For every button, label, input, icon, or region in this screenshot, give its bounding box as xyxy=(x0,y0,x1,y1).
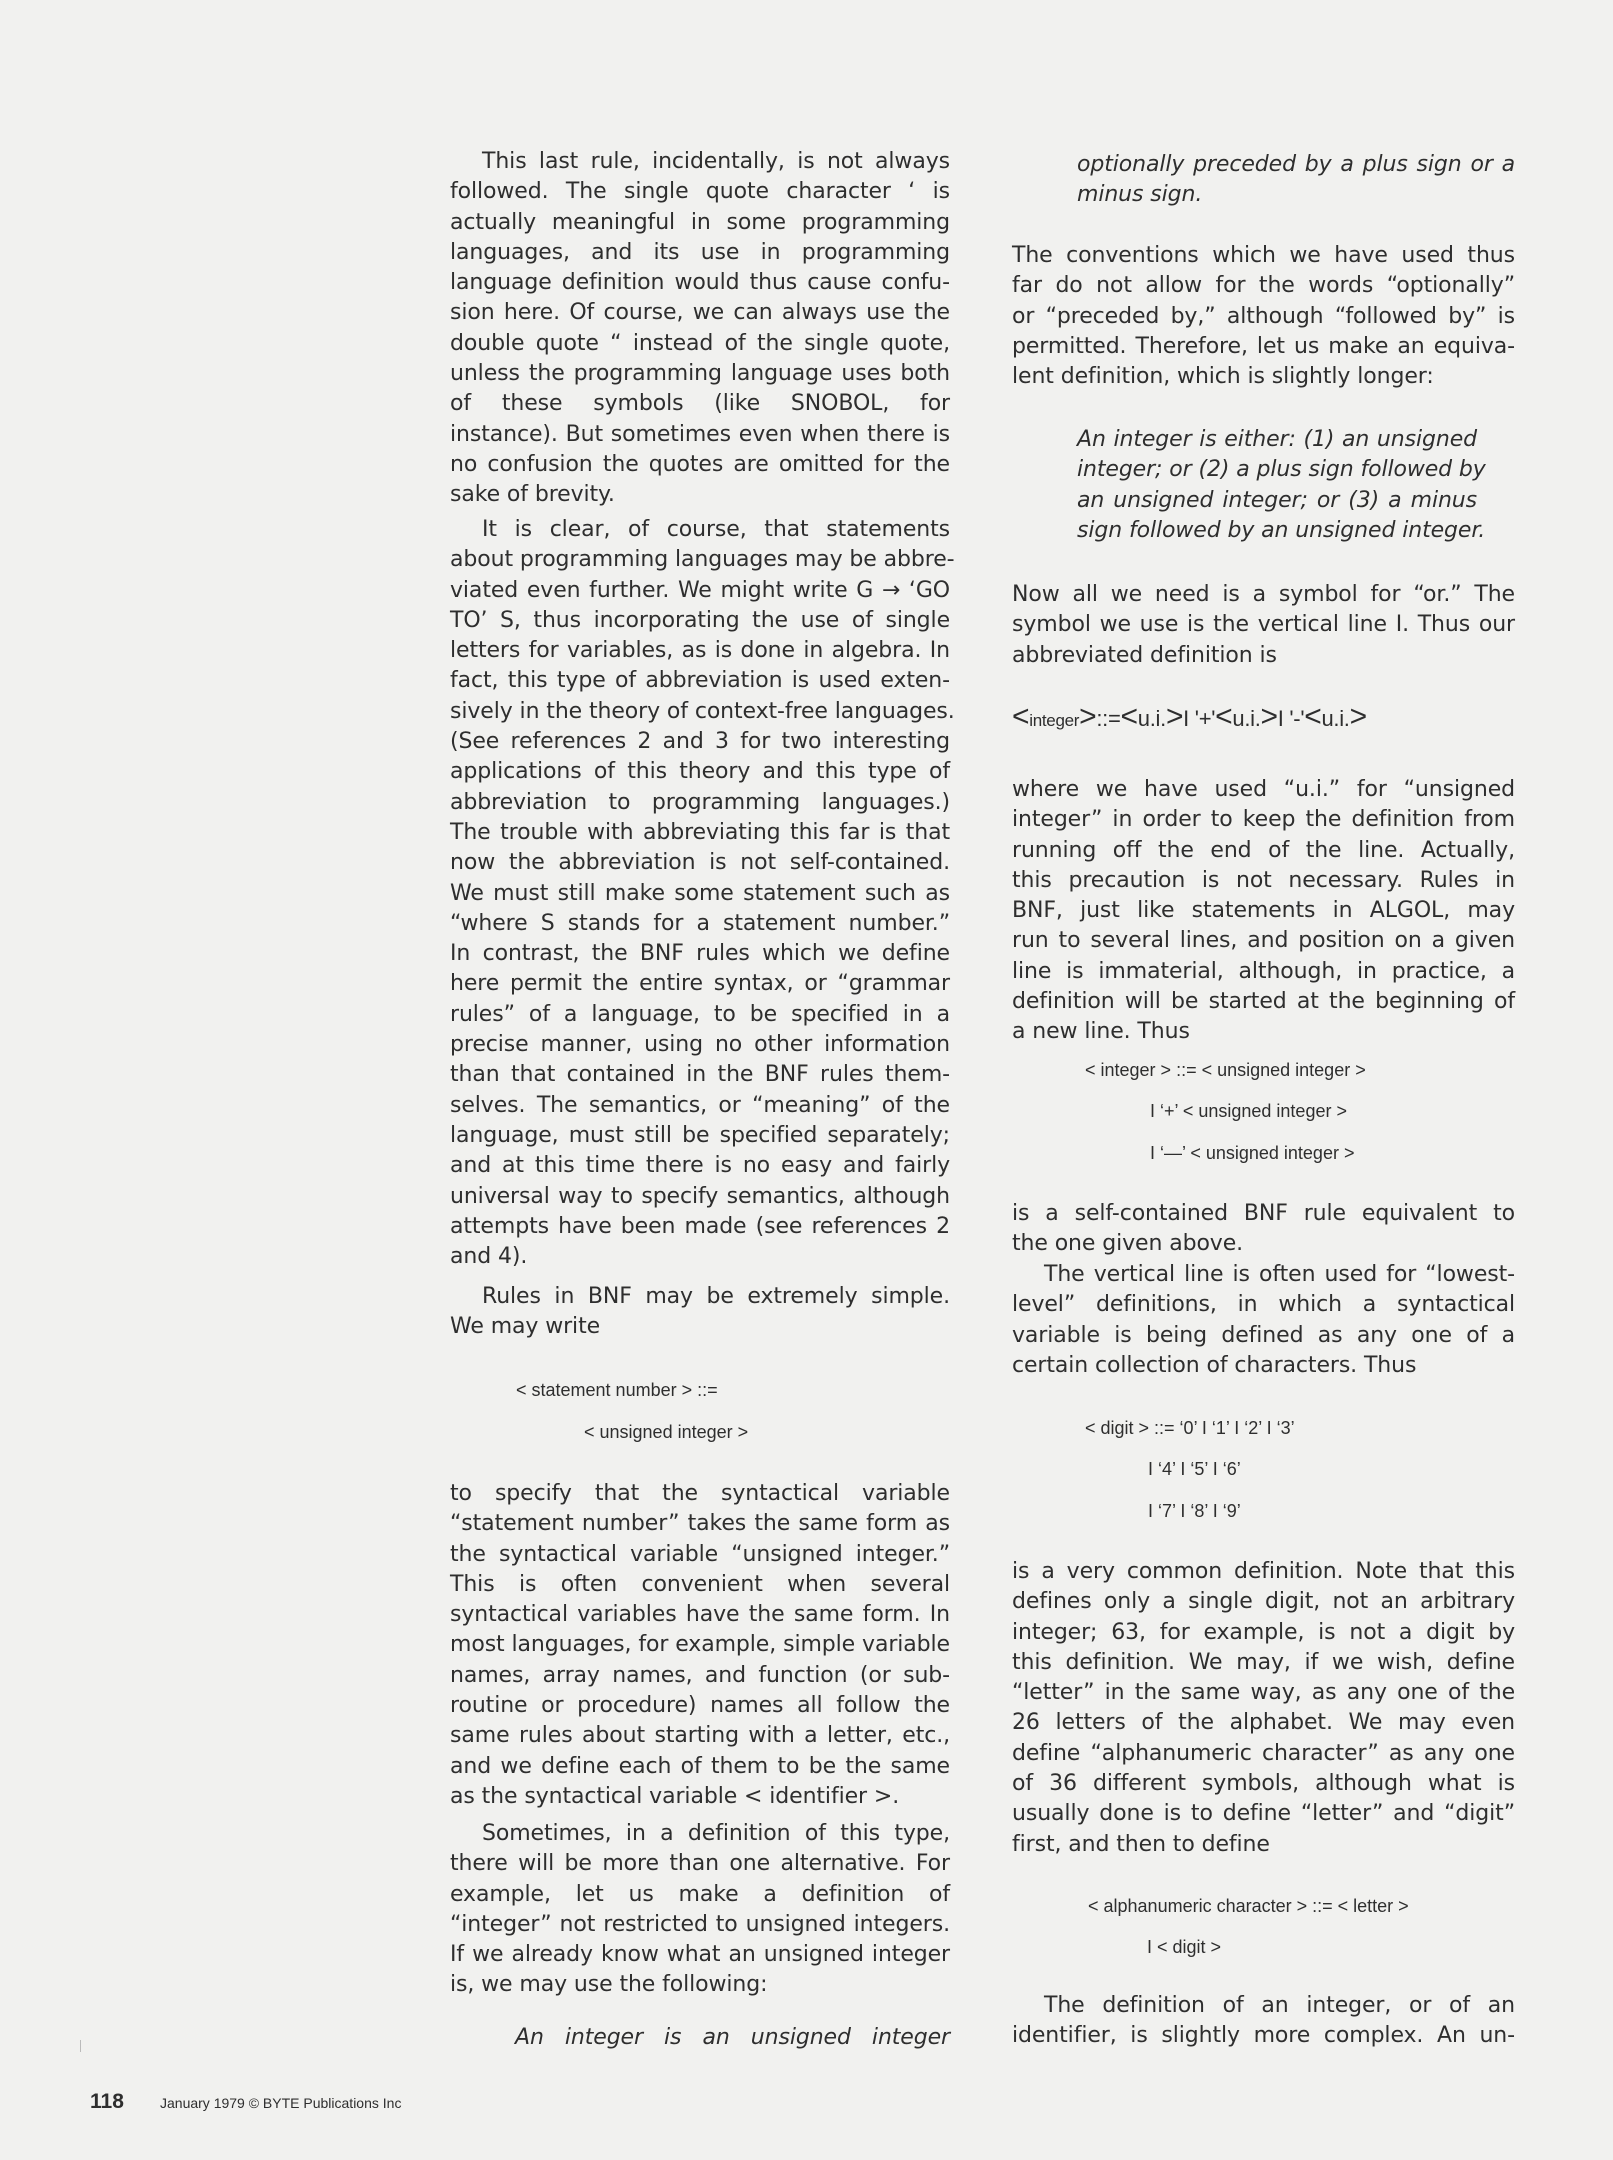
text-line: The vertical line is often used for “lowest- xyxy=(1044,1262,1515,1287)
text-line: languages, and its use in programming xyxy=(450,239,950,265)
text-line: “integer” not restricted to unsigned integers. xyxy=(450,1911,950,1937)
text-line: We must still make some statement such as xyxy=(450,880,950,906)
paragraph xyxy=(1012,1557,1515,1860)
symbol: > xyxy=(1079,700,1097,733)
footer-credit: January 1979 © BYTE Publications Inc xyxy=(160,2095,402,2111)
paragraph xyxy=(1012,580,1515,671)
text-line: the one given above. xyxy=(1012,1231,1244,1257)
text-line: In contrast, the BNF rules which we define xyxy=(450,941,950,967)
italic-definition xyxy=(515,2023,950,2053)
paragraph xyxy=(450,515,955,1272)
bnf-rule-line: I ‘+’ < unsigned integer > xyxy=(1150,1101,1347,1121)
text-line: variable is being defined as any one of a xyxy=(1012,1322,1515,1348)
text-line: this precaution is not necessary. Rules in xyxy=(1012,867,1515,893)
text-line: “where S stands for a statement number.” xyxy=(450,910,950,936)
text-line: optionally preceded by a plus sign or a xyxy=(1077,152,1515,177)
bnf-rule-line: < unsigned integer > xyxy=(584,1422,749,1442)
text-line: and at this time there is no easy and fairly xyxy=(450,1153,950,1179)
text-line: line is immaterial, although, in practice, a xyxy=(1012,958,1515,984)
text-line: This is often convenient when several xyxy=(450,1571,950,1597)
text-line: We may write xyxy=(450,1314,601,1340)
text-line: certain collection of characters. Thus xyxy=(1012,1352,1417,1378)
paragraph xyxy=(1012,1991,1515,2052)
text-line: sion here. Of course, we can always use the xyxy=(450,300,950,326)
text-line: now the abbreviation is not self-contained. xyxy=(450,850,950,876)
text-line: same rules about starting with a letter, etc., xyxy=(450,1723,950,1749)
text-line: selves. The semantics, or “meaning” of the xyxy=(450,1092,950,1118)
text-line: about programming languages may be abbre- xyxy=(450,547,955,573)
paragraph xyxy=(450,1479,950,1812)
text-line: names, array names, and function (or sub- xyxy=(450,1662,950,1688)
text-line: This last rule, incidentally, is not always xyxy=(482,149,950,174)
text-line: usually done is to define “letter” and “digit” xyxy=(1012,1801,1515,1827)
text-line: followed. The single quote character ‘ is xyxy=(450,179,950,205)
text-line: identifier, is slightly more complex. An un- xyxy=(1012,2023,1515,2049)
bnf-rule-line: I ‘7’ I ‘8’ I ‘9’ xyxy=(1148,1501,1241,1521)
text-line: sively in the theory of context-free languages. xyxy=(450,698,955,724)
text-line: definition will be started at the beginning of xyxy=(1012,989,1515,1015)
symbol: > xyxy=(1165,700,1184,733)
text-line: most languages, for example, simple variable xyxy=(450,1632,950,1658)
text-line: here permit the entire syntax, or “grammar xyxy=(450,971,950,997)
text-line: The conventions which we have used thus xyxy=(1012,243,1515,268)
symbol: I xyxy=(1277,706,1284,731)
scan-mark xyxy=(80,2040,81,2052)
paragraph xyxy=(1012,1199,1515,1260)
text-line: Rules in BNF may be extremely simple. xyxy=(482,1284,950,1309)
text-line: to specify that the syntactical variable xyxy=(450,1481,950,1506)
text-line: attempts have been made (see references 2 xyxy=(450,1213,950,1239)
text-line: Now all we need is a symbol for “or.” The xyxy=(1012,582,1515,607)
text-line: integer; 63, for example, is not a digit by xyxy=(1012,1619,1515,1645)
text-line: integer” in order to keep the definition from xyxy=(1012,807,1515,833)
text-line: integer; or (2) a plus sign followed by xyxy=(1077,457,1486,483)
text-line: fact, this type of abbreviation is used exten- xyxy=(450,668,950,694)
text-line: run to several lines, and position on a given xyxy=(1012,928,1515,954)
text-line: (See references 2 and 3 for two interesting xyxy=(450,729,950,755)
text-line: The definition of an integer, or of an xyxy=(1044,1993,1515,2018)
text-line: An integer is either: (1) an unsigned xyxy=(1077,427,1477,452)
text-line: lent definition, which is slightly longer: xyxy=(1012,364,1434,390)
text-line: language, must still be specified separately; xyxy=(450,1122,950,1148)
text-line: first, and then to define xyxy=(1012,1831,1270,1857)
text-line: level” definitions, in which a syntactical xyxy=(1012,1292,1515,1318)
paragraph xyxy=(1012,241,1515,392)
text-line: An integer is an unsigned integer xyxy=(515,2025,950,2050)
text-line: no confusion the quotes are omitted for the xyxy=(450,451,950,477)
text-line: where we have used “u.i.” for “unsigned xyxy=(1012,777,1515,802)
text-line: universal way to specify semantics, although xyxy=(450,1183,950,1209)
text-line: there will be more than one alternative. For xyxy=(450,1851,950,1877)
text-line: minus sign. xyxy=(1077,182,1203,208)
text-line: of these symbols (like SNOBOL, for xyxy=(450,391,950,417)
symbol: u.i. xyxy=(1321,706,1350,731)
text-line: Sometimes, in a definition of this type, xyxy=(482,1821,950,1846)
symbol: u.i. xyxy=(1232,706,1261,731)
text-line: sake of brevity. xyxy=(450,482,615,508)
text-line: language definition would thus cause confu- xyxy=(450,270,950,296)
symbol: '+' xyxy=(1194,706,1216,731)
page-number: 118 xyxy=(90,2090,124,2113)
bnf-rule-line: < digit > ::= ‘0’ I ‘1’ I ‘2’ I ‘3’ xyxy=(1085,1418,1295,1438)
text-line: the syntactical variable “unsigned integer.” xyxy=(450,1541,950,1567)
text-line: of 36 different symbols, although what is xyxy=(1012,1771,1515,1797)
text-line: applications of this theory and this type of xyxy=(450,759,950,785)
text-line: 26 letters of the alphabet. We may even xyxy=(1012,1710,1515,1736)
text-line: letters for variables, as is done in algebra. In xyxy=(450,638,950,664)
text-line: “letter” in the same way, as any one of the xyxy=(1012,1680,1515,1706)
text-line: far do not allow for the words “optionally” xyxy=(1012,273,1515,299)
text-line: “statement number” takes the same form as xyxy=(450,1511,950,1537)
paragraph xyxy=(450,1819,950,2001)
text-line: TO’ S, thus incorporating the use of single xyxy=(450,607,950,633)
text-line: syntactical variables have the same form. In xyxy=(450,1602,950,1628)
text-line: instance). But sometimes even when there is xyxy=(450,421,950,447)
symbol: I xyxy=(1183,706,1189,731)
italic-definition xyxy=(1077,425,1486,546)
bnf-rule-line: I ‘—’ < unsigned integer > xyxy=(1150,1143,1355,1163)
text-line: is, we may use the following: xyxy=(450,1972,768,1998)
text-line: If we already know what an unsigned integer xyxy=(450,1942,950,1968)
text-line: BNF, just like statements in ALGOL, may xyxy=(1012,898,1515,924)
text-line: defines only a single digit, not an arbitrary xyxy=(1012,1589,1515,1615)
symbol: < xyxy=(1304,700,1322,733)
symbol: ::= xyxy=(1096,706,1121,731)
symbol: u.i. xyxy=(1137,706,1166,731)
bnf-rule-line: I ‘4’ I ‘5’ I ‘6’ xyxy=(1148,1459,1241,1479)
paragraph xyxy=(1012,775,1515,1048)
text-line: viated even further. We might write G → ‘GO xyxy=(450,577,950,603)
bnf-rule-line: < alphanumeric character > ::= < letter > xyxy=(1088,1896,1409,1916)
text-line: routine or procedure) names all follow the xyxy=(450,1693,950,1719)
italic-definition xyxy=(1077,150,1515,211)
symbol: < xyxy=(1012,700,1030,733)
text-line: actually meaningful in some programming xyxy=(450,209,950,235)
bnf-formula xyxy=(1012,700,1367,734)
text-line: this definition. We may, if we wish, define xyxy=(1012,1649,1515,1675)
text-line: It is clear, of course, that statements xyxy=(482,517,950,542)
text-line: an unsigned integer; or (3) a minus xyxy=(1077,487,1477,513)
paragraph xyxy=(450,147,950,511)
symbol: > xyxy=(1260,700,1278,733)
text-line: example, let us make a definition of xyxy=(450,1881,950,1907)
text-line: or “preceded by,” although “followed by” is xyxy=(1012,303,1515,329)
bnf-rule-line: < statement number > ::= xyxy=(516,1380,718,1400)
text-line: abbreviated definition is xyxy=(1012,642,1277,668)
text-line: permitted. Therefore, let us make an equiva- xyxy=(1012,333,1515,359)
symbol: < xyxy=(1120,700,1138,733)
text-line: sign followed by an unsigned integer. xyxy=(1077,517,1486,543)
text-line: as the syntactical variable < identifier >. xyxy=(450,1783,900,1809)
paragraph xyxy=(1012,1260,1515,1381)
text-line: a new line. Thus xyxy=(1012,1019,1190,1045)
paragraph xyxy=(450,1282,950,1343)
text-line: running off the end of the line. Actually, xyxy=(1012,837,1515,863)
text-line: abbreviation to programming languages.) xyxy=(450,789,950,815)
bnf-rule-line: I < digit > xyxy=(1147,1937,1222,1957)
symbol: '-' xyxy=(1289,706,1305,731)
text-line: double quote “ instead of the single quote, xyxy=(450,330,950,356)
text-line: and 4). xyxy=(450,1244,528,1270)
text-line: is a very common definition. Note that this xyxy=(1012,1559,1515,1584)
text-line: rules” of a language, to be specified in a xyxy=(450,1001,950,1027)
text-line: define “alphanumeric character” as any one xyxy=(1012,1740,1515,1766)
text-line: precise manner, using no other information xyxy=(450,1032,950,1058)
symbol: integer xyxy=(1029,711,1080,730)
text-line: unless the programming language uses both xyxy=(450,361,950,387)
text-line: and we define each of them to be the same xyxy=(450,1753,950,1779)
text-line: is a self-contained BNF rule equivalent to xyxy=(1012,1201,1515,1226)
symbol: > xyxy=(1349,700,1367,733)
text-line: than that contained in the BNF rules them- xyxy=(450,1062,950,1088)
bnf-rule-line: < integer > ::= < unsigned integer > xyxy=(1085,1060,1366,1080)
text-line: symbol we use is the vertical line I. Thus our xyxy=(1012,612,1515,638)
text-line: The trouble with abbreviating this far is that xyxy=(450,819,950,845)
symbol: < xyxy=(1215,700,1233,733)
